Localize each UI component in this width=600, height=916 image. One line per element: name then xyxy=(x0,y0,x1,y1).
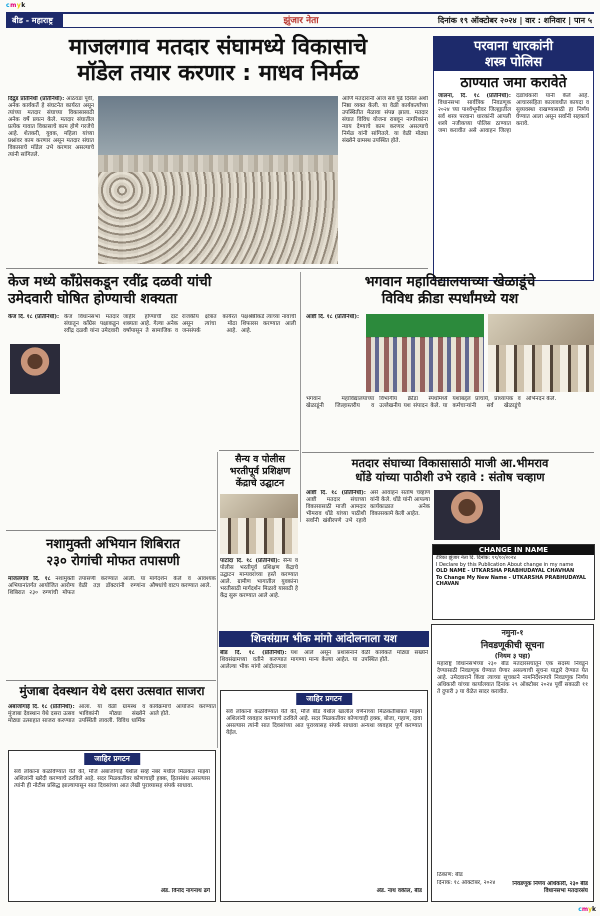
police-byline: जालना, दि. १८ (प्रतिनिधी): xyxy=(438,93,511,99)
divider-1 xyxy=(6,268,428,269)
shiv-headline: शिवसंग्राम भीक मांगो आंदोलनाला यश xyxy=(219,631,429,647)
congress-byline: केज दि. १८ (प्रतिनिधी): xyxy=(8,314,60,320)
nasha-byline: माजलगाव दि. १८ xyxy=(8,576,51,582)
lead-headline-line1: माजलगाव मतदार संघामध्ये विकासाचे xyxy=(68,35,368,60)
ad2-sign: ॲड. नाथ वकील, बीड xyxy=(376,888,422,894)
section-tag: बीड - महाराष्ट्र xyxy=(6,14,63,27)
masthead: झुंजार नेता xyxy=(283,16,319,26)
congress-text: केज विधानसभा मतदार संघातून कॉंग्रेस पक्षाकडून रवींद्र दळवी यांना उमेदवारी जाहीर होण्याची दाट शक्यता आहे. गेल्या अनेक वर्षांपासून ते सामाजिक व राजकीय क्षेत्रात कार्यरत असून त्यांचा मोठा जनसंपर्क आहे. पक्षश्रेष्ठींकडे त्यांच्या नावाची शिफारस करण्यात आली आहे. xyxy=(64,314,296,334)
sports-hl-l2: विविध क्रीडा स्पर्धांमध्ये यश xyxy=(381,291,519,307)
munjaba-text: मुंजाबा देवस्थान येथे दसरा उत्सव मोठ्या उत्साहात साजरा करण्यात आला. या वेळी ग्रामस्थ व भाविकांनी मोठ्या संख्येने उपस्थिती लावली. विविध धार्मिक कार्यक्रमांचे आयोजन करण्यात आले होते. xyxy=(8,704,216,724)
cin-line3: OLD NAME - UTKARSHA PRABHUDAYAL CHAVHAN xyxy=(436,568,575,574)
police-headline-bottom: ठाण्यात जमा करावेते xyxy=(460,75,567,91)
lead-text-1: आठवडा पूर्वी, अनेक कार्यकर्ते हे संघटनेत कार्यरत असून त्यांच्या मतदार संघाच्या विकासासाठी अनेक वर्षे प्रयत्न केले. मतदार संघातील प्रत्येक गावात विकासाचे काम होणे गरजेचे आहे. शेतकरी, युवक, महिला यांच्या प्रश्नांवर काम करणार असून मतदार संघात विकासाचे मॉडेल उभे करणार असल्याचे त्यांनी सांगितले. xyxy=(8,96,94,158)
lead-headline xyxy=(8,36,428,85)
ad-notice-2 xyxy=(220,690,428,902)
bhimrao-byline: आष्टी दि. १८ (प्रतिनिधी): xyxy=(306,490,366,496)
munjaba-headline: मुंजाबा देवस्थान येथे दसरा उत्सवात साजरा xyxy=(19,684,205,698)
divider-5 xyxy=(6,680,216,681)
page-header xyxy=(6,2,594,32)
notice-rule: (नियम ३ पहा) xyxy=(494,652,531,660)
sports-byline: आष्टी दि. १८ (प्रतिनिधी): xyxy=(306,314,360,320)
bhimrao-hl-l1: मतदार संघाच्या विकासासाठी माजी आ.भीमराव xyxy=(351,456,549,470)
police-hl-l2: शस्त्र पोलिस xyxy=(484,55,543,70)
ad2-text: सर्व लोकांना कळविण्यात येते की, मौजे बीड येथील खालील वर्णनाच्या मिळकतीबाबत माझ्या अशिलांनी व्यवहार करण्याचे ठरविले आहे. सदर मिळकतीवर कोणाचाही हक्क, बोजा, गहाण, दावा असल्यास त्यांनी सात दिवसांच्या आत पुराव्यासह संपर्क साधावा अन्यथा व्यवहार पूर्ण करण्यात येईल. xyxy=(226,709,422,736)
cmyk-mark: cmyk xyxy=(6,2,26,9)
cin-line2: I Declare by this Publication About change in my name xyxy=(436,561,574,568)
shiv-byline: बीड दि. १८ (प्रतिनिधी): xyxy=(220,650,287,656)
police-hl-l1: परवाना धारकांनी xyxy=(473,39,554,54)
notice-subtitle: निवडणूकीची सूचना xyxy=(480,641,545,651)
dateline: दिनांक १९ ऑक्टोबर २०२४ | वार : शनिवार | पान ५ xyxy=(437,16,592,25)
shiv-body xyxy=(220,650,428,686)
nasha-body xyxy=(8,576,216,676)
notice-date: दिनांक: १८ ऑक्टोबर, २०२४ xyxy=(437,880,496,886)
lead-body-col2 xyxy=(342,96,428,264)
army-hl-l3: केंद्राचे उद्घाटन xyxy=(235,478,285,489)
change-in-name-box xyxy=(432,544,595,620)
ad1-sign: ॲड. विनोद नागनाथ ढगे xyxy=(160,888,210,894)
congress-hl-l1: केज मध्ये कॉंग्रेसकडून रवींद्र दळवी यांची xyxy=(8,274,212,290)
change-in-name-title: CHANGE IN NAME xyxy=(433,545,594,555)
nasha-text: नशामुक्ती अभियानांतर्गत आयोजित आरोग्य शिबिरात २३० रुग्णांची मोफत तपासणी करण्यात आली. या वेळी तज्ञ डॉक्टरांनी रुग्णांना मार्गदर्शन केले व आवश्यक औषधांचे वाटप करण्यात आले. xyxy=(8,576,216,596)
police-headline-top xyxy=(434,37,593,71)
congress-body-col1 xyxy=(8,314,60,346)
footer-cmyk-mark: cmyk xyxy=(578,906,596,913)
congress-portrait xyxy=(10,344,60,394)
election-notice xyxy=(431,624,594,902)
police-story xyxy=(433,36,594,281)
ad2-body xyxy=(226,709,422,873)
notice-text: महाराष्ट्र विधानसभेच्या २३० बीड मतदारसंघातून एक सदस्य निवडून देण्यासाठी निवडणूक घेण्यात येणार असल्याची सूचना याद्वारे देण्यात येत आहे. उमेदवाराने किंवा त्याच्या सूचकाने नामनिर्देशनपत्रे निवडणूक निर्णय अधिकारी यांच्या कार्यालयात दिनांक २९ ऑक्टोबर २०२४ पूर्वी सकाळी ११ ते दुपारी ३ या वेळेत सादर करावीत. xyxy=(437,661,588,695)
bhimrao-headline xyxy=(306,456,594,484)
lead-body-col1 xyxy=(8,96,94,264)
ad2-title: जाहिर प्रगटन xyxy=(296,693,352,705)
shiv-text: शिवसंग्रामच्या वतीने करण्यात आलेल्या भीक मांगो आंदोलनाला यश आले असून प्रशासनाने मागण्या मान्य केल्या आहेत. या वेळी कार्यकर्ते मोठ्या संख्येने उपस्थित होते. xyxy=(220,650,428,670)
sports-photo-award xyxy=(488,314,594,392)
divider-v1 xyxy=(300,272,301,522)
bhimrao-text: आष्टी मतदार संघाच्या विकासासाठी माजी आमदार भीमराव धोंडे यांच्या पाठीशी सर्वांनी खंबीरपणे उभे रहावे असे आवाहन संतोष चव्हाण यांनी केले. धोंडे यांनी आपल्या कार्यकाळात अनेक विकासकामे केली आहेत. xyxy=(306,490,430,524)
police-body xyxy=(438,93,589,277)
notice-sign: निवडणूक निर्णय अधिकारी, २३० बीड विधानसभा मतदारसंघ xyxy=(512,881,588,894)
notice-body xyxy=(437,661,588,861)
army-body xyxy=(220,558,298,628)
header-bar xyxy=(6,12,594,28)
cin-line4: To Change My New Name - UTKARSHA PRABHUDAYAL CHAVAN xyxy=(436,574,587,587)
bhimrao-portrait xyxy=(434,490,500,540)
bhimrao-hl-l2: धोंडे यांच्या पाठीशी उभे रहावे : संतोष चव्हाण xyxy=(355,470,545,484)
army-hl-l2: भरतीपूर्व प्रशिक्षण xyxy=(229,466,291,477)
army-hl-l1: सैन्य व पोलीस xyxy=(235,454,285,465)
divider-4 xyxy=(6,530,216,531)
ad1-body xyxy=(14,769,210,873)
army-byline: पाटोदा दि. १८ (प्रतिनिधी): xyxy=(220,558,280,564)
police-text: विधानसभा सार्वत्रिक निवडणूक २०२४ च्या पार्श्वभूमीवर जिल्ह्यातील सर्व शस्त्र परवाना धारकांनी आपली शस्त्रे नजीकच्या पोलिस ठाण्यात जमा करावीत असे आवाहन जिल्हा दंडाधिकारी यांनी केले आहे. आचारसंहिता कालावधीत कायदा व सुव्यवस्था राखण्यासाठी हा निर्णय घेण्यात आला असून सर्वांनी सहकार्य करावे. xyxy=(438,93,589,134)
sports-photo-team xyxy=(366,314,484,392)
army-text: सैन्य व पोलीस भरतीपूर्व प्रशिक्षण केंद्राचे उद्घाटन मान्यवरांच्या हस्ते करण्यात आले. ग्रामीण भागातील युवकांना भरतीसाठी मार्गदर्शन मिळावे यासाठी हे केंद्र सुरू करण्यात आले आहे. xyxy=(220,558,298,599)
notice-place: ठिकाण: बीड xyxy=(437,872,463,878)
divider-3 xyxy=(219,450,299,451)
divider-v2 xyxy=(217,452,218,748)
bhimrao-body-left xyxy=(306,490,430,630)
congress-headline xyxy=(8,274,298,308)
lead-text-2: आणि मतदारांनी आज सर्व पुढे दिसेल अशी निष्ठा व्यक्त केली. या वेळी कार्यकर्त्यांच्या उपस्थितीत मेळावा संपन्न झाला. मतदार संघात विविध योजना राबवून नागरिकांना न्याय देण्याचे काम करणार असल्याचे निर्मळ यांनी सांगितले. या वेळी मोठ्या संख्येने ग्रामस्थ उपस्थित होते. xyxy=(342,96,428,144)
sports-text: भगवान महाविद्यालयाच्या खेळाडूंनी जिल्हास्तरीय व विभागीय क्रीडा स्पर्धांमध्ये उल्लेखनीय यश संपादन केले. या यशाबद्दल प्राचार्य, प्राध्यापक व कर्मचाऱ्यांनी सर्व खेळाडूंचे अभिनंदन केले. xyxy=(306,396,557,409)
ad-notice-1 xyxy=(8,750,216,902)
munjaba-byline: अंबाजोगाई दि. १८ (प्रतिनिधी): xyxy=(8,704,75,710)
ad1-title: जाहिर प्रगटन xyxy=(84,753,140,765)
lead-photo-crowd xyxy=(98,96,338,264)
divider-2 xyxy=(302,452,594,453)
congress-hl-l2: उमेदवारी घोषित होण्याची शक्यता xyxy=(8,291,178,307)
ad1-text: सर्व लोकांना कळविण्यात येते की, मौजे अंबाजोगाई येथील सर्व्हे नंबर मधील मिळकत माझ्या अशिलांनी खरेदी करण्याचे ठरविले आहे. सदर मिळकतीवर कोणाचाही हक्क, हितसंबंध असल्यास त्यांनी ही नोटीस प्रसिद्ध झाल्यापासून सात दिवसांच्या आत लेखी पुराव्यासह संपर्क साधावा. xyxy=(14,769,210,789)
nasha-hl-l2: २३० रोगांची मोफत तपासणी xyxy=(46,554,180,569)
sports-body xyxy=(306,396,594,448)
army-photo xyxy=(220,494,298,554)
munjaba-body xyxy=(8,704,216,750)
army-headline xyxy=(220,454,300,490)
notice-title: नमुना-१ xyxy=(501,628,524,637)
sports-hl-l1: भगवान महाविद्यालयाच्या खेळाडूंचे xyxy=(364,274,536,290)
nasha-hl-l1: नशामुक्ती अभियान शिबिरात xyxy=(46,537,180,552)
lead-byline: दिंद्रुड प्रतिनिधी (प्रतिनिधी): xyxy=(8,96,65,102)
cin-line1: टेरिका झुंजार नेता दि. दिनांक: १९/१०/२०२४ xyxy=(436,555,516,561)
sports-headline xyxy=(306,274,594,308)
nasha-headline xyxy=(8,536,218,570)
lead-headline-line2: मॉडेल तयार करणार : माधव निर्मळ xyxy=(77,61,359,87)
